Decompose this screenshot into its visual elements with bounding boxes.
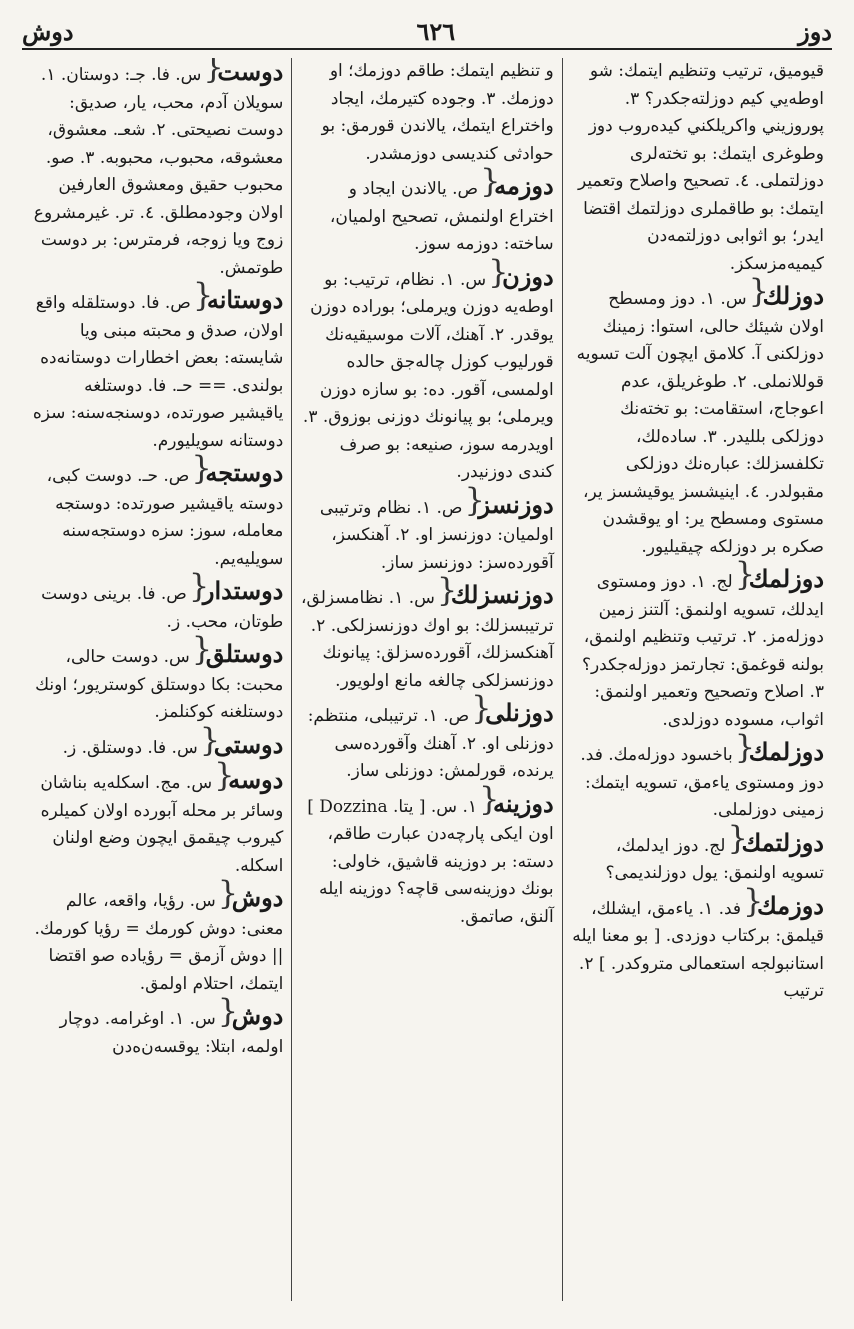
dictionary-entry [30,286,283,455]
dictionary-entry [30,459,283,573]
entry-headword: دوزمك { [747,892,824,920]
entry-definition: لج. ۱. دوز ومستوى ايدلك، تسويه اولنمق: آلتنز زمين دوزله‌مز. ۲. ترتيب وتنظيم اولنمق، بولنه قوغمق: تجارتمز دوزله‌جكدر؟ ۳. اصلاح وتصحيح وتعمير اولنمق: اثواب، مسوده دوزلدى. [581,572,824,730]
dictionary-entry [300,491,553,578]
entry-headword: دوستلق { [196,640,284,668]
column-1 [563,58,832,1301]
entry-definition: ص. ۱. نظام وترتيبى اولميان: دوزنسز او. ۲. آهنكسز، آقورده‌سز: دوزنسز ساز. [319,497,554,573]
dictionary-entry [300,263,553,487]
entry-headword: دوست { [207,58,283,86]
dictionary-entry [30,731,283,763]
page-header [22,14,832,50]
dictionary-entry [30,58,283,282]
entry-headword: دوستى { [204,731,284,759]
entry-definition: ص. يالاندن ايجاد و اختراع اولنمش، تصحيح اولميان، ساخته: دوزمه سوز. [329,179,554,254]
dictionary-entry [571,58,824,278]
entry-definition: باخسود دوزله‌مك. فد. دوز ومستوى ياءمق، تسويه ايتمك: زمينى دوزلملى. [580,745,824,820]
entry-definition: ص. فا. برينى دوست طوتان، محب. ز. [41,584,284,632]
entry-headword: دوزلتمك { [731,829,824,857]
entry-headword: دوزينه { [483,790,554,818]
dictionary-entry [571,565,824,734]
dictionary-entry [300,790,553,932]
entry-definition: ص. حـ. دوست كبى، دوسته ياقيشير صورتده: دوستجه معامله، سوز: سزه دوستجه‌سنه سويليه‌يم. [46,466,284,569]
entry-headword: دوزلمك { [739,565,824,593]
entry-definition: فد. ۱. ياءمق، ايشلك، قيلمق: بركتاب دوزدى. [ بو معنا ايله استانبولجه استعمالى متروكدر. ] ۲. ترتيب [572,898,824,1001]
dictionary-entry [571,829,824,888]
entry-headword: دوش { [222,884,284,912]
entry-definition: ص. ۱. ترتيبلى، منتظم: دوزنلى او. ۲. آهنك وآقورده‌سى يرنده، قورلمش: دوزنلى ساز. [307,706,554,781]
entry-headword: دوزنلى { [475,699,554,727]
dictionary-entry [30,766,283,880]
entry-headword: دوستجه { [195,459,283,487]
entry-definition: س. مج. اسكله‌يه بناشان وسائر بر محله آبورده اولان كميلره كيروب چيقمق ايچون وضع اولنان اسكله. [40,773,284,876]
dictionary-entry [571,282,824,561]
dictionary-entry [571,892,824,1006]
entry-headword: دوزنسزلك { [441,581,554,609]
entry-definition: ۱. س. [ يتا. Dozzina ] اون ايكى پارچه‌دن عبارت طاقم، دسته: بر دوزينه قاشيق، خاولى: بونك دوزينه‌سى قاچه؟ دوزينه ايله آلنق، صاتمق. [307,796,554,927]
dictionary-entry [300,581,553,695]
dictionary-entry [30,640,283,727]
dictionary-entry [571,738,824,825]
entry-definition: س. ۱. دوز ومسطح اولان شيئك حالى، استوا: زمينك دوزلكنى آ. كلامق ايچون آلت تسويه قوللانملى. ۲. طوغريلق، عدم اعوجاج، استقامت: بو تخته‌نك دوزلكى بلليدر. ۳. ساده‌لك، تكلفسزلك: عباره‌نك دوزلكى مقبولدر. ٤. اينيشسز يوقيشسز ير، مستوى ومسطح ير: او يوقشدن صكره بر دوزلكه چيقيليور. [576,289,824,557]
page-number: ٦٢٦ [416,16,456,46]
entry-definition: س. ۱. نظامسزلق، ترتيبسزلك: بو اوك دوزنسزلكى. ۲. آهنكسزلك، آقورده‌سزلق: پيانونك دوزنسزلكى چالغه مانع اولويور. [301,588,554,691]
dictionary-entry [300,172,553,259]
entry-definition: س. رؤيا، واقعه، عالم معنى: دوش كورمك = رؤيا كورمك. || دوش آزمق = رؤياده صو اقتضا ايتمك، احتلام اولمق. [34,891,284,994]
entry-definition: س. ۱. اوغرامه. دوچار اولمه، ابتلا: يوقسه‌ن‌ه‌دن [59,1009,284,1057]
entry-definition: قيوميق، ترتيب وتنظيم ايتمك: شو اوطه‌يي كيم دوزلته‌جكدر؟ ۳. پوروزيني واكريلكني كيده‌روب دوز وطوغرى ايتمك: بو تخته‌لرى دوزلتملى. ٤. تصحيح واصلاح وتعمير ايتمك: بو طاقملرى دوزلتمك اقتضا ايدر؛ بو اثوابى دوزلتمه‌دن كيميه‌مزسكز. [577,61,824,274]
entry-definition: و تنظيم ايتمك: طاقم دوزمك؛ او دوزمك. ۳. وجوده كتيرمك، ايجاد واختراع ايتمك، يالاندن قورمق: بو حوادثى كنديسى دوزمشدر. [321,61,554,164]
columns [22,58,832,1301]
entry-definition: س. فا. دوستلق. ز. [62,737,198,758]
entry-headword: دوسه { [218,766,283,794]
entry-headword: دوستدار { [193,577,283,605]
entry-headword: دوزنسز { [468,491,553,519]
entry-headword: دوستانه { [197,286,284,314]
column-2 [292,58,562,1301]
dictionary-entry [300,699,553,786]
entry-definition: س. ۱. نظام، ترتيب: بو اوطه‌يه دوزن ويرملى؛ بوراده دوزن يوقدر. ۲. آهنك، آلات موسيقيه‌نك قورليوب كوزل چاله‌جق حالده اولمسى، آقور. ده: بو سازه دوزن ويرملى؛ بو پيانونك دوزنى بوزوق. ۳. اويدرمه سوز، صنيعه: بو صرف كندى دوزنيدر. [302,269,554,482]
dictionary-entry [30,1002,283,1061]
entry-headword: دوزلمك { [739,738,824,766]
entry-definition: ص. فا. دوستلقله واقع اولان، صدق و محبته مبنى ويا شايسته: بعض اخطارات دوستانه‌ده بولندى. == حـ. فا. دوستلغه ياقيشير صورتده، دوسنجه‌سنه: سزه دوستانه سويليورم. [32,293,284,451]
entry-definition: س. فا. جـ: دوستان. ۱. سويلان آدم، محب، يار، صديق: دوست نصيحتى. ۲. شعـ. معشوق، معشوقه، محبوب، محبوبه. ۳. صو. محبوب حقيق ومعشوق العارفين اولان وجودمطلق. ٤. تر. غيرمشروع زوج ويا زوجه، فرمترس: بر دوست طوتمش. [33,65,284,278]
column-3 [22,58,292,1301]
entry-headword: دوزن { [492,263,554,291]
entry-headword: دوش { [222,1002,284,1030]
entry-definition: لج. دوز ايدلمك، تسويه اولنمق: يول دوزلنديمى؟ [605,835,824,883]
header-left-guideword: دوش [22,16,74,46]
entry-headword: دوزمه { [484,172,554,200]
dictionary-entry [30,577,283,636]
entry-definition: س. دوست حالى، محبت: بكا دوستلق كوستريور؛ اونك دوستلغنه كوكنلمز. [35,647,284,722]
entry-headword: دوزلك { [753,282,824,310]
dictionary-entry [300,58,553,168]
dictionary-entry [30,884,283,998]
header-right-guideword: دوز [798,16,832,46]
